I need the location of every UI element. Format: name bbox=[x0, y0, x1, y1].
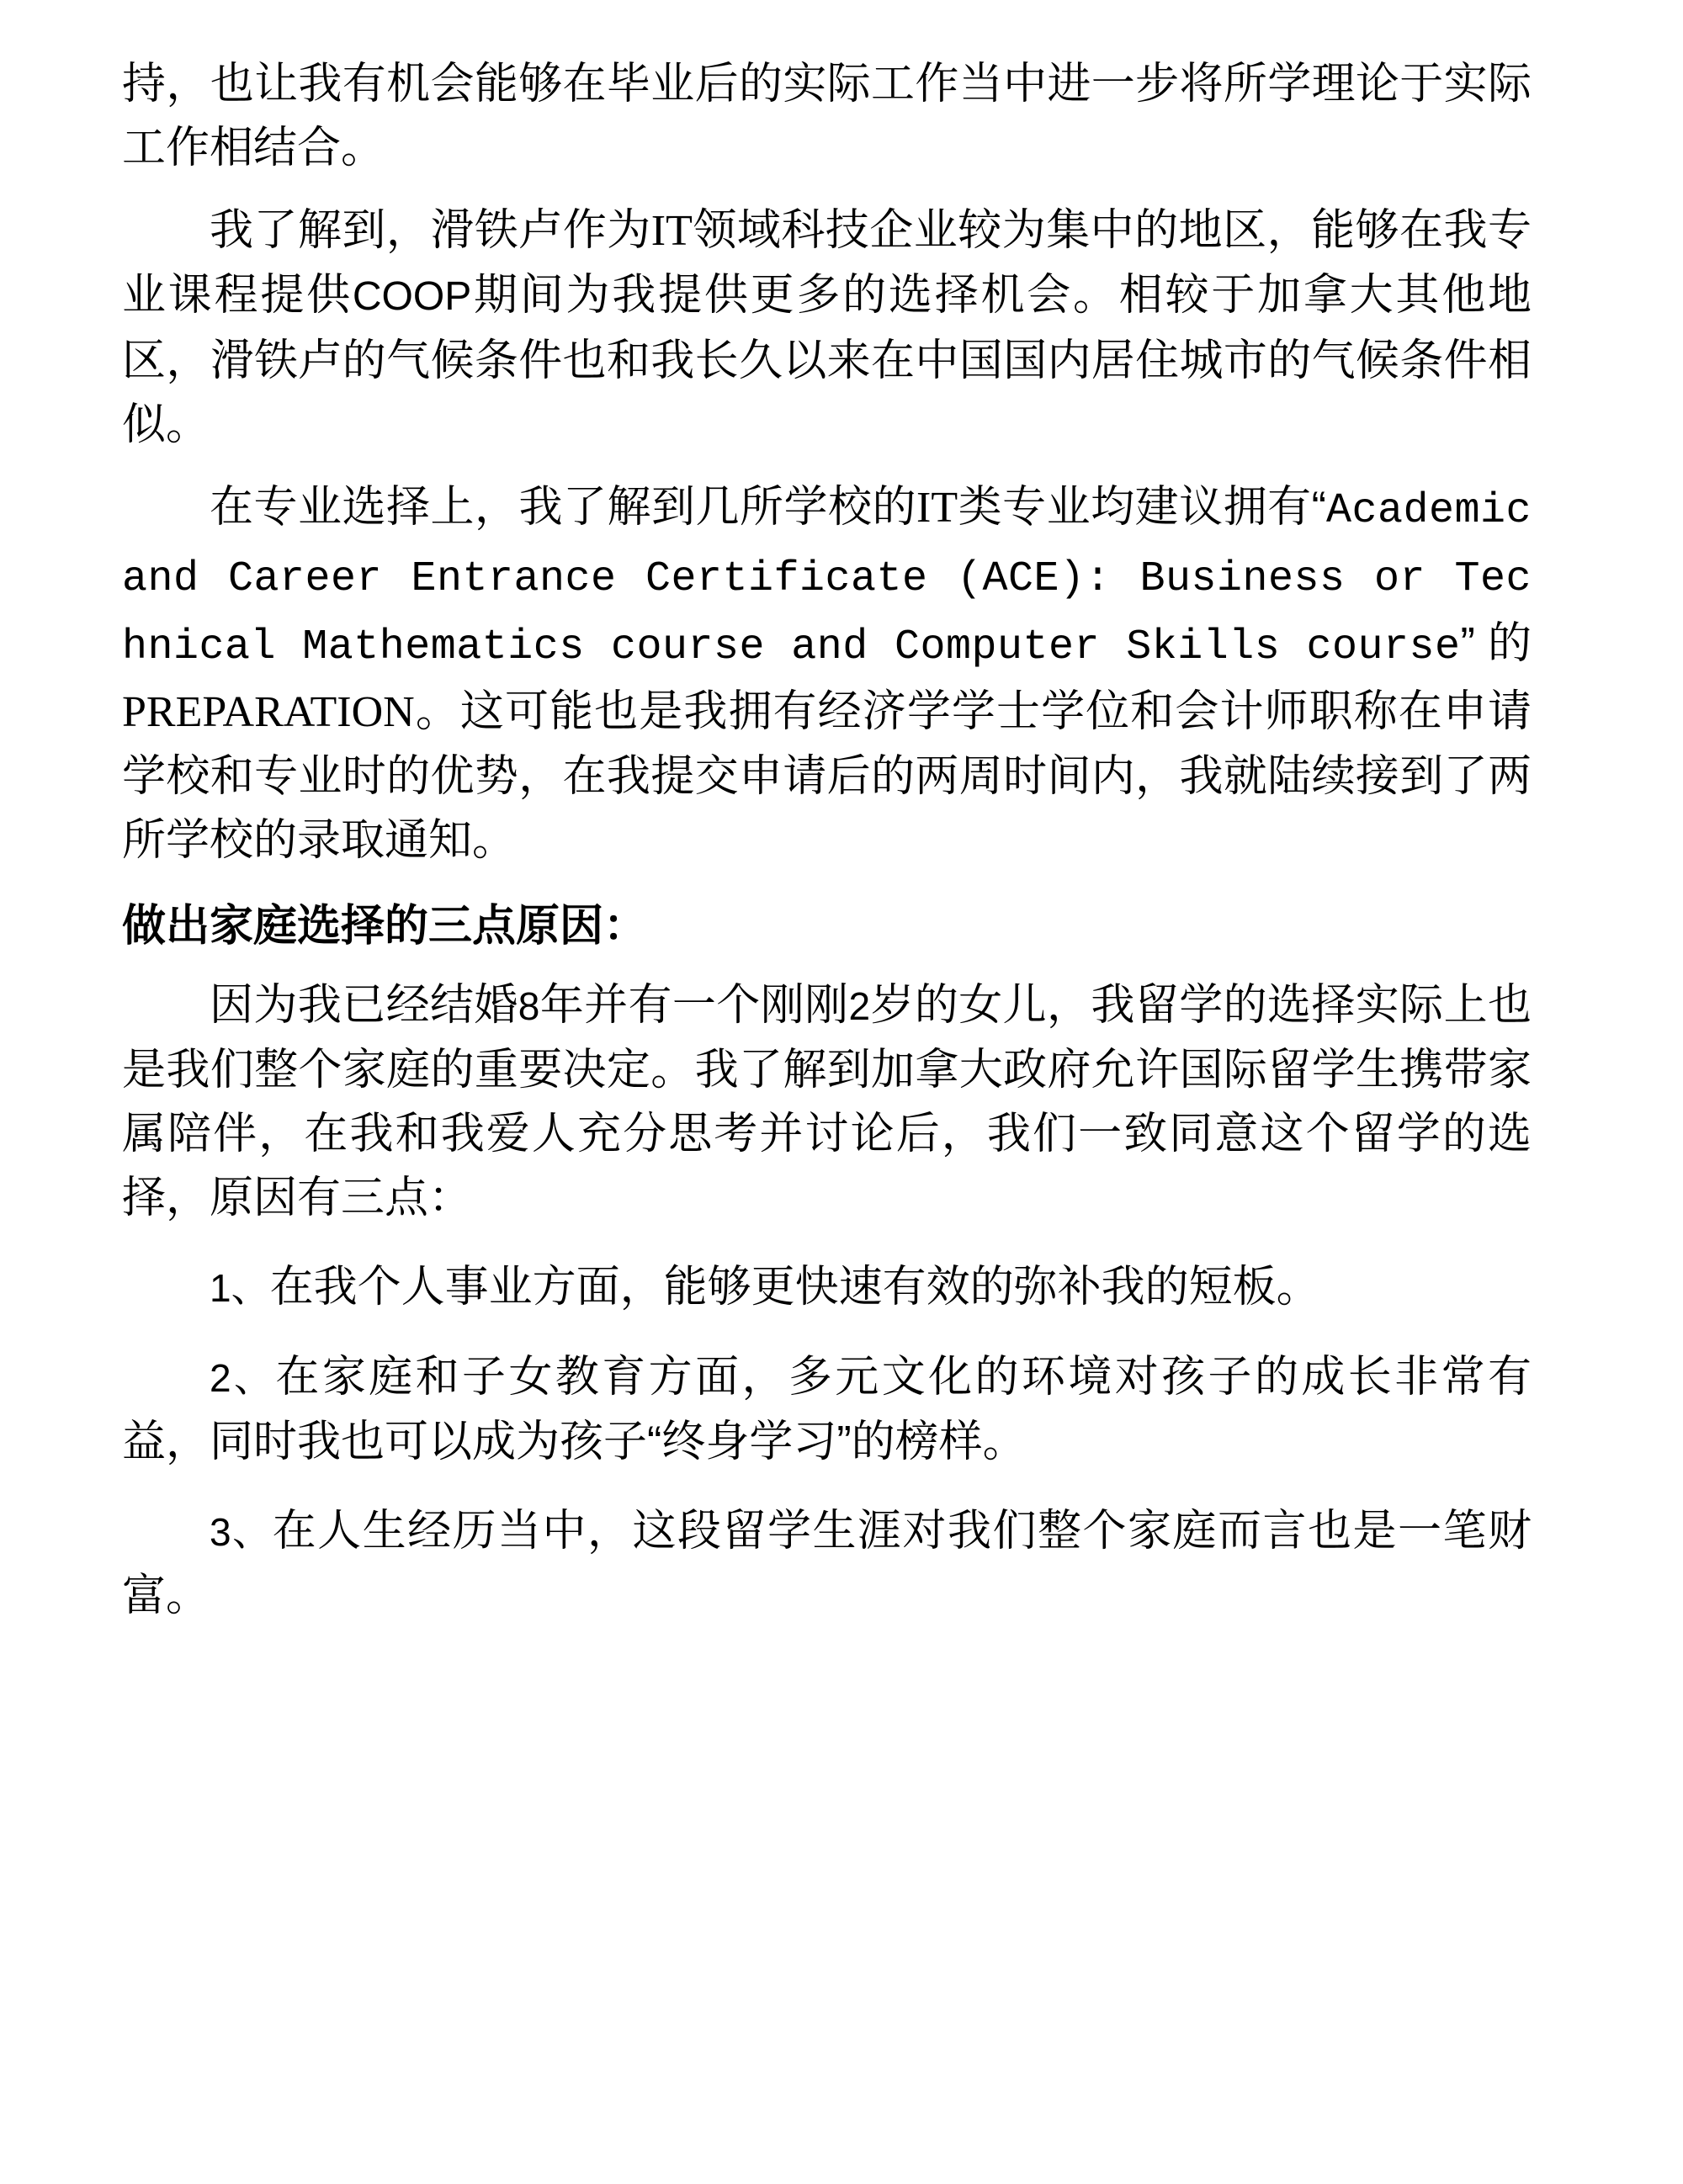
text-run: 类专业均建议拥有“ bbox=[958, 483, 1326, 532]
text-run: 年并有一个刚刚 bbox=[539, 981, 849, 1030]
text-run: 领域科技企业较为集中的地区，能够在我专业课程提供 bbox=[122, 206, 1532, 320]
acronym-it: IT bbox=[916, 484, 958, 532]
paragraph-waterloo-region bbox=[122, 199, 1532, 457]
list-item-text: 在人生经历当中，这段留学生涯对我们整个家庭而言也是一笔财富。 bbox=[122, 1507, 1532, 1620]
text-run: ” 的 bbox=[1460, 619, 1532, 668]
quoted-certificate-name: Academic and Career Entrance Certificate (ACE): Business or Technical Mathematics course and Computer Skills course bbox=[122, 487, 1532, 671]
text-run: 我了解到，滑铁卢作为 bbox=[210, 206, 651, 255]
list-marker: 1、 bbox=[210, 1266, 270, 1310]
list-item-reason-3 bbox=[122, 1499, 1532, 1628]
section-heading-family-reasons: 做出家庭选择的三点原因： bbox=[122, 902, 648, 951]
list-item-reason-2 bbox=[122, 1345, 1532, 1474]
acronym-coop: COOP bbox=[352, 274, 472, 319]
list-marker: 3、 bbox=[210, 1510, 273, 1554]
text-run: 岁的女儿，我留学的选择实际上也是我们整个家庭的重要决定。我了解到加拿大政府允许国际留学生携带家属陪伴，在我和我爱人充分思考并讨论后，我们一致同意这个留学的选择，原因有三点： bbox=[122, 981, 1532, 1222]
list-item-reason-1 bbox=[122, 1255, 1532, 1320]
list-item-text: 在我个人事业方面，能够更快速有效的弥补我的短板。 bbox=[269, 1263, 1320, 1312]
text-run: 因为我已经结婚 bbox=[210, 981, 518, 1030]
paragraph-family-background bbox=[122, 973, 1532, 1230]
list-marker: 2、 bbox=[210, 1356, 276, 1400]
paragraph-major-selection bbox=[122, 475, 1532, 872]
number-daughter-age: 2 bbox=[848, 984, 871, 1028]
acronym-it: IT bbox=[650, 207, 693, 255]
word-preparation: PREPARATION bbox=[122, 688, 415, 736]
list-item-text: 在家庭和子女教育方面，多元文化的环境对孩子的成长非常有益，同时我也可以成为孩子“终身学习”的榜样。 bbox=[122, 1353, 1532, 1466]
number-years-married: 8 bbox=[518, 984, 540, 1028]
text-run: 期间为我提供更多的选择机会。相较于加拿大其他地区，滑铁卢的气候条件也和我长久以来在中国国内居住城市的气候条件相似。 bbox=[122, 271, 1532, 449]
text-run: 在专业选择上，我了解到几所学校的 bbox=[210, 483, 917, 532]
text-run: 。这可能也是我拥有经济学学士学位和会计师职称在申请学校和专业时的优势，在我提交申请后的两周时间内，我就陆续接到了两所学校的录取通知。 bbox=[122, 687, 1532, 865]
paragraph-continuation: 持，也让我有机会能够在毕业后的实际工作当中进一步将所学理论于实际工作相结合。 bbox=[122, 60, 1532, 172]
